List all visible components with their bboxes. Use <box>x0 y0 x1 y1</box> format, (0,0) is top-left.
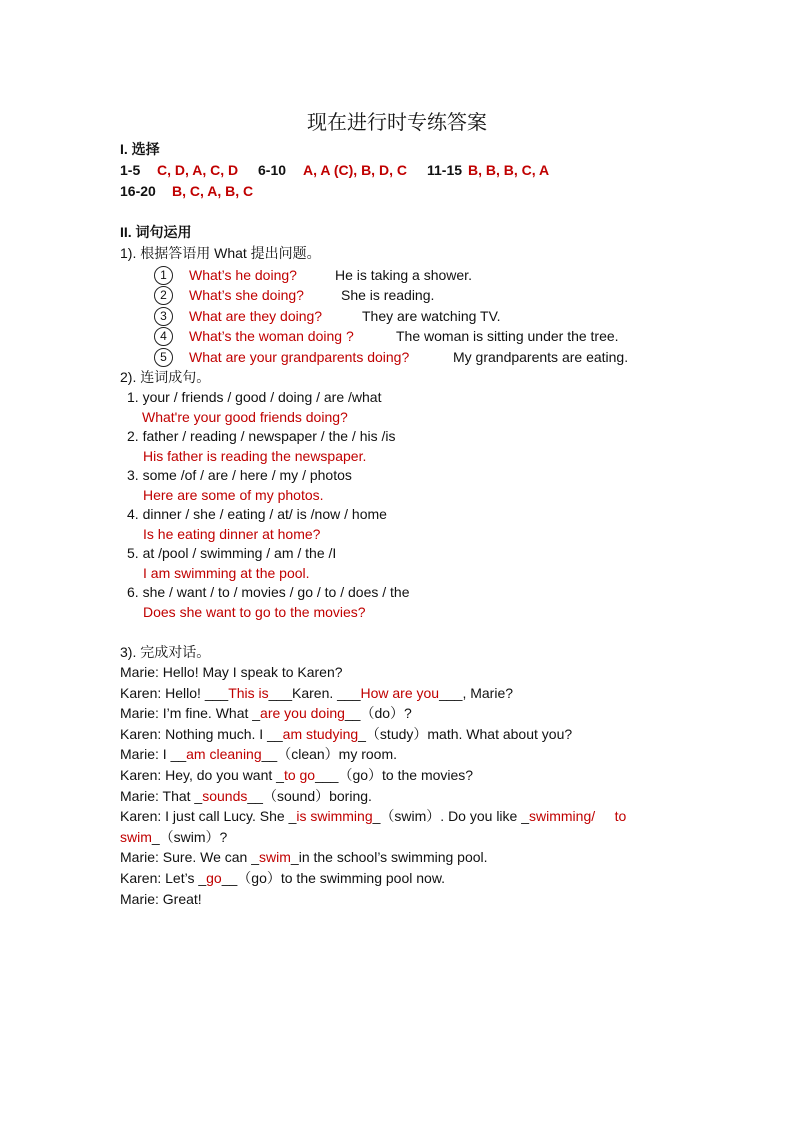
dialogue-text: Karen: Nothing much. I __ <box>120 725 283 742</box>
dialogue-answer: swimming/ to <box>529 808 627 825</box>
dialogue-line <box>120 869 445 887</box>
dialogue-line <box>120 745 397 763</box>
dialogue-answer: How are you <box>360 684 440 701</box>
part2-heading: 2). 连词成句。 <box>120 369 211 385</box>
dialogue-text: __（clean）my room. <box>261 746 398 763</box>
dialogue-answer: go <box>206 870 222 886</box>
dialogue-text: Marie: Great! <box>120 890 202 907</box>
part2-words: 3. some /of / are / here / my / photos <box>127 467 352 483</box>
dialogue-answer: am cleaning <box>186 746 262 763</box>
dialogue-text: Karen: Hello! ___ <box>120 684 229 701</box>
section2-heading: II. 词句运用 <box>120 224 192 240</box>
dialogue-line <box>120 663 343 681</box>
part2-words: 6. she / want / to / movies / go / to / does / the <box>127 584 410 600</box>
part1-heading: 1). 根据答语用 What 提出问题。 <box>120 245 321 261</box>
choice-answer-1-5: C, D, A, C, D <box>157 162 239 178</box>
dialogue-line <box>120 766 473 784</box>
choice-answer-6-10: A, A (C), B, D, C <box>303 162 407 178</box>
dialogue-text: Marie: Sure. We can _ <box>120 849 260 866</box>
dialogue-text: ___Karen. ___ <box>268 684 361 701</box>
item-number-badge: 2 <box>154 286 173 305</box>
part2-words: 2. father / reading / newspaper / the / his /is <box>127 428 396 444</box>
dialogue-line <box>120 725 572 743</box>
choice-range-16-20: 16-20 <box>120 183 156 199</box>
item-number-badge: 1 <box>154 266 173 285</box>
dialogue-answer: sounds <box>202 787 248 804</box>
part1-question: What’s she doing? <box>189 287 304 303</box>
part1-answer: They are watching TV. <box>362 308 501 324</box>
dialogue-line <box>120 890 202 908</box>
item-number-badge: 4 <box>154 327 173 346</box>
part2-answer: His father is reading the newspaper. <box>143 448 367 464</box>
part2-words: 1. your / friends / good / doing / are /what <box>127 389 382 405</box>
dialogue-text: Marie: That _ <box>120 787 203 804</box>
dialogue-line <box>120 787 372 805</box>
dialogue-line <box>120 807 626 825</box>
part1-item <box>154 285 173 305</box>
part2-answer: I am swimming at the pool. <box>143 565 310 581</box>
dialogue-text: Marie: I’m fine. What _ <box>120 705 261 722</box>
dialogue-line <box>120 828 227 846</box>
dialogue-answer: to go <box>283 767 316 783</box>
part1-answer: My grandparents are eating. <box>453 349 629 365</box>
dialogue-text: _（swim）? <box>151 828 228 845</box>
dialogue-line <box>120 848 488 866</box>
part2-words: 4. dinner / she / eating / at/ is /now / home <box>127 506 387 522</box>
part1-item <box>154 347 173 367</box>
page-title: 现在进行时专练答案 <box>307 110 487 134</box>
part1-question: What are they doing? <box>189 308 323 324</box>
part2-answer: Does she want to go to the movies? <box>143 604 366 620</box>
dialogue-answer: This is <box>228 684 269 701</box>
part1-item <box>154 326 173 346</box>
dialogue-text: __（do）? <box>344 705 412 722</box>
part1-question: What are your grandparents doing? <box>189 349 410 365</box>
choice-range-6-10: 6-10 <box>258 162 287 178</box>
dialogue-text: __（go）to the swimming pool now. <box>221 870 446 886</box>
dialogue-line <box>120 704 412 722</box>
section1-heading: I. 选择 <box>120 141 160 157</box>
choice-answer-11-15: B, B, B, C, A <box>468 162 550 178</box>
choice-range-11-15: 11-15 <box>427 162 463 178</box>
dialogue-answer: are you doing <box>260 705 345 722</box>
dialogue-text: ___, Marie? <box>439 684 514 701</box>
part2-answer: Is he eating dinner at home? <box>143 526 321 542</box>
dialogue-text: _in the school’s swimming pool. <box>290 849 488 866</box>
dialogue-answer: swim <box>259 849 291 866</box>
part1-question: What’s the woman doing ? <box>189 328 354 344</box>
dialogue-text: __（sound）boring. <box>247 787 372 804</box>
dialogue-text: _（swim）. Do you like _ <box>372 808 530 825</box>
dialogue-line <box>120 684 513 702</box>
dialogue-text: Karen: I just call Lucy. She _ <box>120 808 297 825</box>
part1-item <box>154 306 173 326</box>
part1-item <box>154 265 173 285</box>
item-number-badge: 3 <box>154 307 173 326</box>
part1-answer: She is reading. <box>341 287 435 303</box>
dialogue-answer: swim <box>120 828 152 845</box>
choice-answer-16-20: B, C, A, B, C <box>172 183 254 199</box>
part1-question: What’s he doing? <box>189 267 297 283</box>
part1-answer: He is taking a shower. <box>335 267 472 283</box>
part1-answer: The woman is sitting under the tree. <box>396 328 619 344</box>
part2-answer: Here are some of my photos. <box>143 487 324 503</box>
part3-heading: 3). 完成对话。 <box>120 644 211 660</box>
dialogue-answer: am studying <box>282 725 359 742</box>
part2-words: 5. at /pool / swimming / am / the /I <box>127 545 337 561</box>
part2-answer: What're your good friends doing? <box>142 409 348 425</box>
choice-range-1-5: 1-5 <box>120 162 141 178</box>
dialogue-answer: is swimming <box>296 808 373 825</box>
dialogue-text: ___（go）to the movies? <box>315 767 474 783</box>
dialogue-text: Karen: Hey, do you want _ <box>120 767 284 783</box>
dialogue-text: _（study）math. What about you? <box>358 725 573 742</box>
dialogue-text: Marie: I __ <box>120 746 187 763</box>
dialogue-text: Marie: Hello! May I speak to Karen? <box>120 664 343 680</box>
dialogue-text: Karen: Let’s _ <box>120 870 207 886</box>
item-number-badge: 5 <box>154 348 173 367</box>
